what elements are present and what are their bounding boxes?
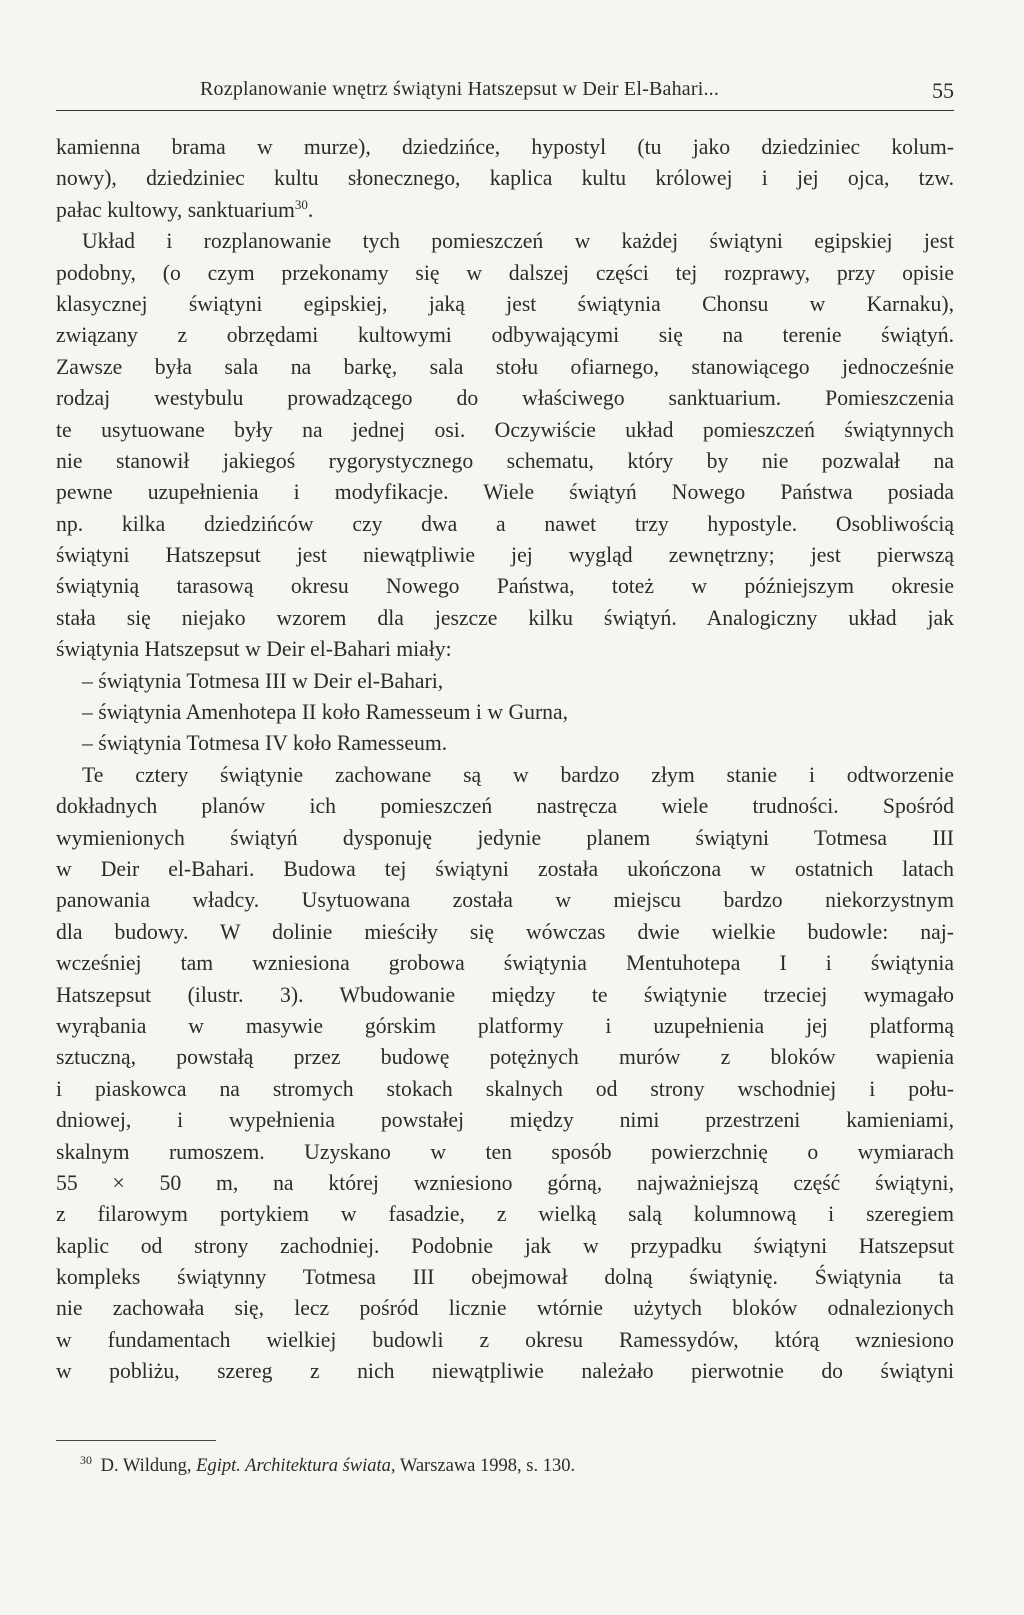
footnote-number: 30	[80, 1452, 92, 1467]
footnote-reference: 30	[294, 196, 308, 212]
text-line: np. kilka dziedzińców czy dwa a nawet trzy hypostyle. Osobliwością	[56, 511, 954, 536]
text-line: nie zachowała się, lecz pośród licznie wtórnie użytych bloków odnalezionych	[56, 1296, 954, 1321]
text-line: nie stanowił jakiegoś rygorystycznego schematu, który by nie pozwalał na	[56, 448, 954, 473]
text-line: skalnym rumoszem. Uzyskano w ten sposób powierzchnię o wymiarach	[56, 1139, 954, 1164]
text-line: rodzaj westybulu prowadzącego do właściwego sanktuarium. Pomieszczenia	[56, 386, 954, 411]
text-line: pewne uzupełnienia i modyfikacje. Wiele świątyń Nowego Państwa posiada	[56, 480, 954, 505]
text-line: podobny, (o czym przekonamy się w dalszej części tej rozprawy, przy opisie	[56, 260, 954, 285]
text-line: dla budowy. W dolinie mieściły się wówczas dwie wielkie budowle: naj-	[56, 919, 954, 944]
text-line: 55 × 50 m, na której wzniesiono górną, najważniejszą część świątyni,	[56, 1170, 954, 1195]
text-line: wcześniej tam wzniesiona grobowa świątynia Mentuhotepa I i świątynia	[56, 951, 954, 976]
list-item: – świątynia Totmesa III w Deir el-Bahari,	[82, 668, 444, 693]
footnote-publication: Warszawa 1998, s. 130.	[399, 1456, 576, 1476]
text-line: i piaskowca na stromych stokach skalnych od strony wschodniej i połu-	[56, 1076, 954, 1101]
text-line: sztuczną, powstałą przez budowę potężnych murów z bloków wapienia	[56, 1045, 954, 1070]
text-line: klasycznej świątyni egipskiej, jaką jest świątynia Chonsu w Karnaku),	[56, 291, 954, 316]
running-title: Rozplanowanie wnętrz świątyni Hatszepsut w Deir El-Bahari...	[200, 78, 720, 100]
page-header	[0, 70, 1024, 110]
text-line: związany z obrzędami kultowymi odbywającymi się na terenie świątyń.	[56, 323, 954, 348]
text-line: Zawsze była sala na barkę, sala stołu ofiarnego, stanowiącego jednocześnie	[56, 354, 954, 379]
text-line: Te cztery świątynie zachowane są w bardzo złym stanie i odtworzenie	[82, 762, 954, 787]
text-line: w fundamentach wielkiej budowli z okresu Ramessydów, którą wzniesiono	[56, 1327, 954, 1352]
text-line: w Deir el-Bahari. Budowa tej świątyni została ukończona w ostatnich latach	[56, 856, 954, 881]
text-line: pałac kultowy, sanktuarium$^{30}$.	[56, 196, 314, 222]
text-line: w pobliżu, szereg z nich niewątpliwie należało pierwotnie do świątyni	[56, 1359, 954, 1384]
text-line: świątyni Hatszepsut jest niewątpliwie jej wygląd zewnętrzny; jest pierwszą	[56, 543, 954, 568]
text-line: te usytuowane były na jednej osi. Oczywiście układ pomieszczeń świątynnych	[56, 417, 954, 442]
text-line: kamienna brama w murze), dziedzińce, hypostyl (tu jako dziedziniec kolum-	[56, 135, 954, 159]
footnote-rule	[56, 1440, 216, 1441]
text-line: wymienionych świątyń dysponuję jedynie planem świątyni Totmesa III	[56, 825, 954, 850]
main-text	[56, 132, 954, 1388]
footnote-author: D. Wildung,	[100, 1456, 192, 1476]
text-line: świątynia Hatszepsut w Deir el-Bahari miały:	[56, 637, 452, 662]
text-line: nowy), dziedziniec kultu słonecznego, kaplica kultu królowej i jej ojca, tzw.	[56, 166, 954, 191]
page-number: 55	[932, 78, 954, 103]
text-line: Układ i rozplanowanie tych pomieszczeń w każdej świątyni egipskiej jest	[82, 229, 954, 254]
text-line: wyrąbania w masywie górskim platformy i uzupełnienia jej platformą	[56, 1013, 954, 1038]
footnote-title: Egipt. Architektura świata,	[196, 1456, 396, 1476]
text-line: dokładnych planów ich pomieszczeń nastręcza wiele trudności. Spośród	[56, 794, 954, 819]
text-line: Hatszepsut (ilustr. 3). Wbudowanie między te świątynie trzeciej wymagało	[56, 982, 954, 1007]
text-line: z filarowym portykiem w fasadzie, z wielką salą kolumnową i szeregiem	[56, 1202, 954, 1227]
text-line: świątynią tarasową okresu Nowego Państwa, toteż w późniejszym okresie	[56, 574, 954, 599]
footnote	[80, 1452, 576, 1477]
text-line: panowania władcy. Usytuowana została w miejscu bardzo niekorzystnym	[56, 888, 954, 913]
text-line: kaplic od strony zachodniej. Podobnie jak w przypadku świątyni Hatszepsut	[56, 1233, 954, 1258]
list-item: – świątynia Totmesa IV koło Ramesseum.	[82, 731, 448, 756]
text-line: kompleks świątynny Totmesa III obejmował dolną świątynię. Świątynia ta	[56, 1265, 954, 1290]
text-line: stała się niejako wzorem dla jeszcze kilku świątyń. Analogiczny układ jak	[56, 605, 954, 630]
text-line: dniowej, i wypełnienia powstałej między nimi przestrzeni kamieniami,	[56, 1108, 954, 1133]
text-line-content: pałac kultowy, sanktuarium	[56, 197, 295, 222]
header-rule	[56, 110, 954, 111]
list-item: – świątynia Amenhotepa II koło Ramesseum i w Gurna,	[82, 700, 569, 725]
